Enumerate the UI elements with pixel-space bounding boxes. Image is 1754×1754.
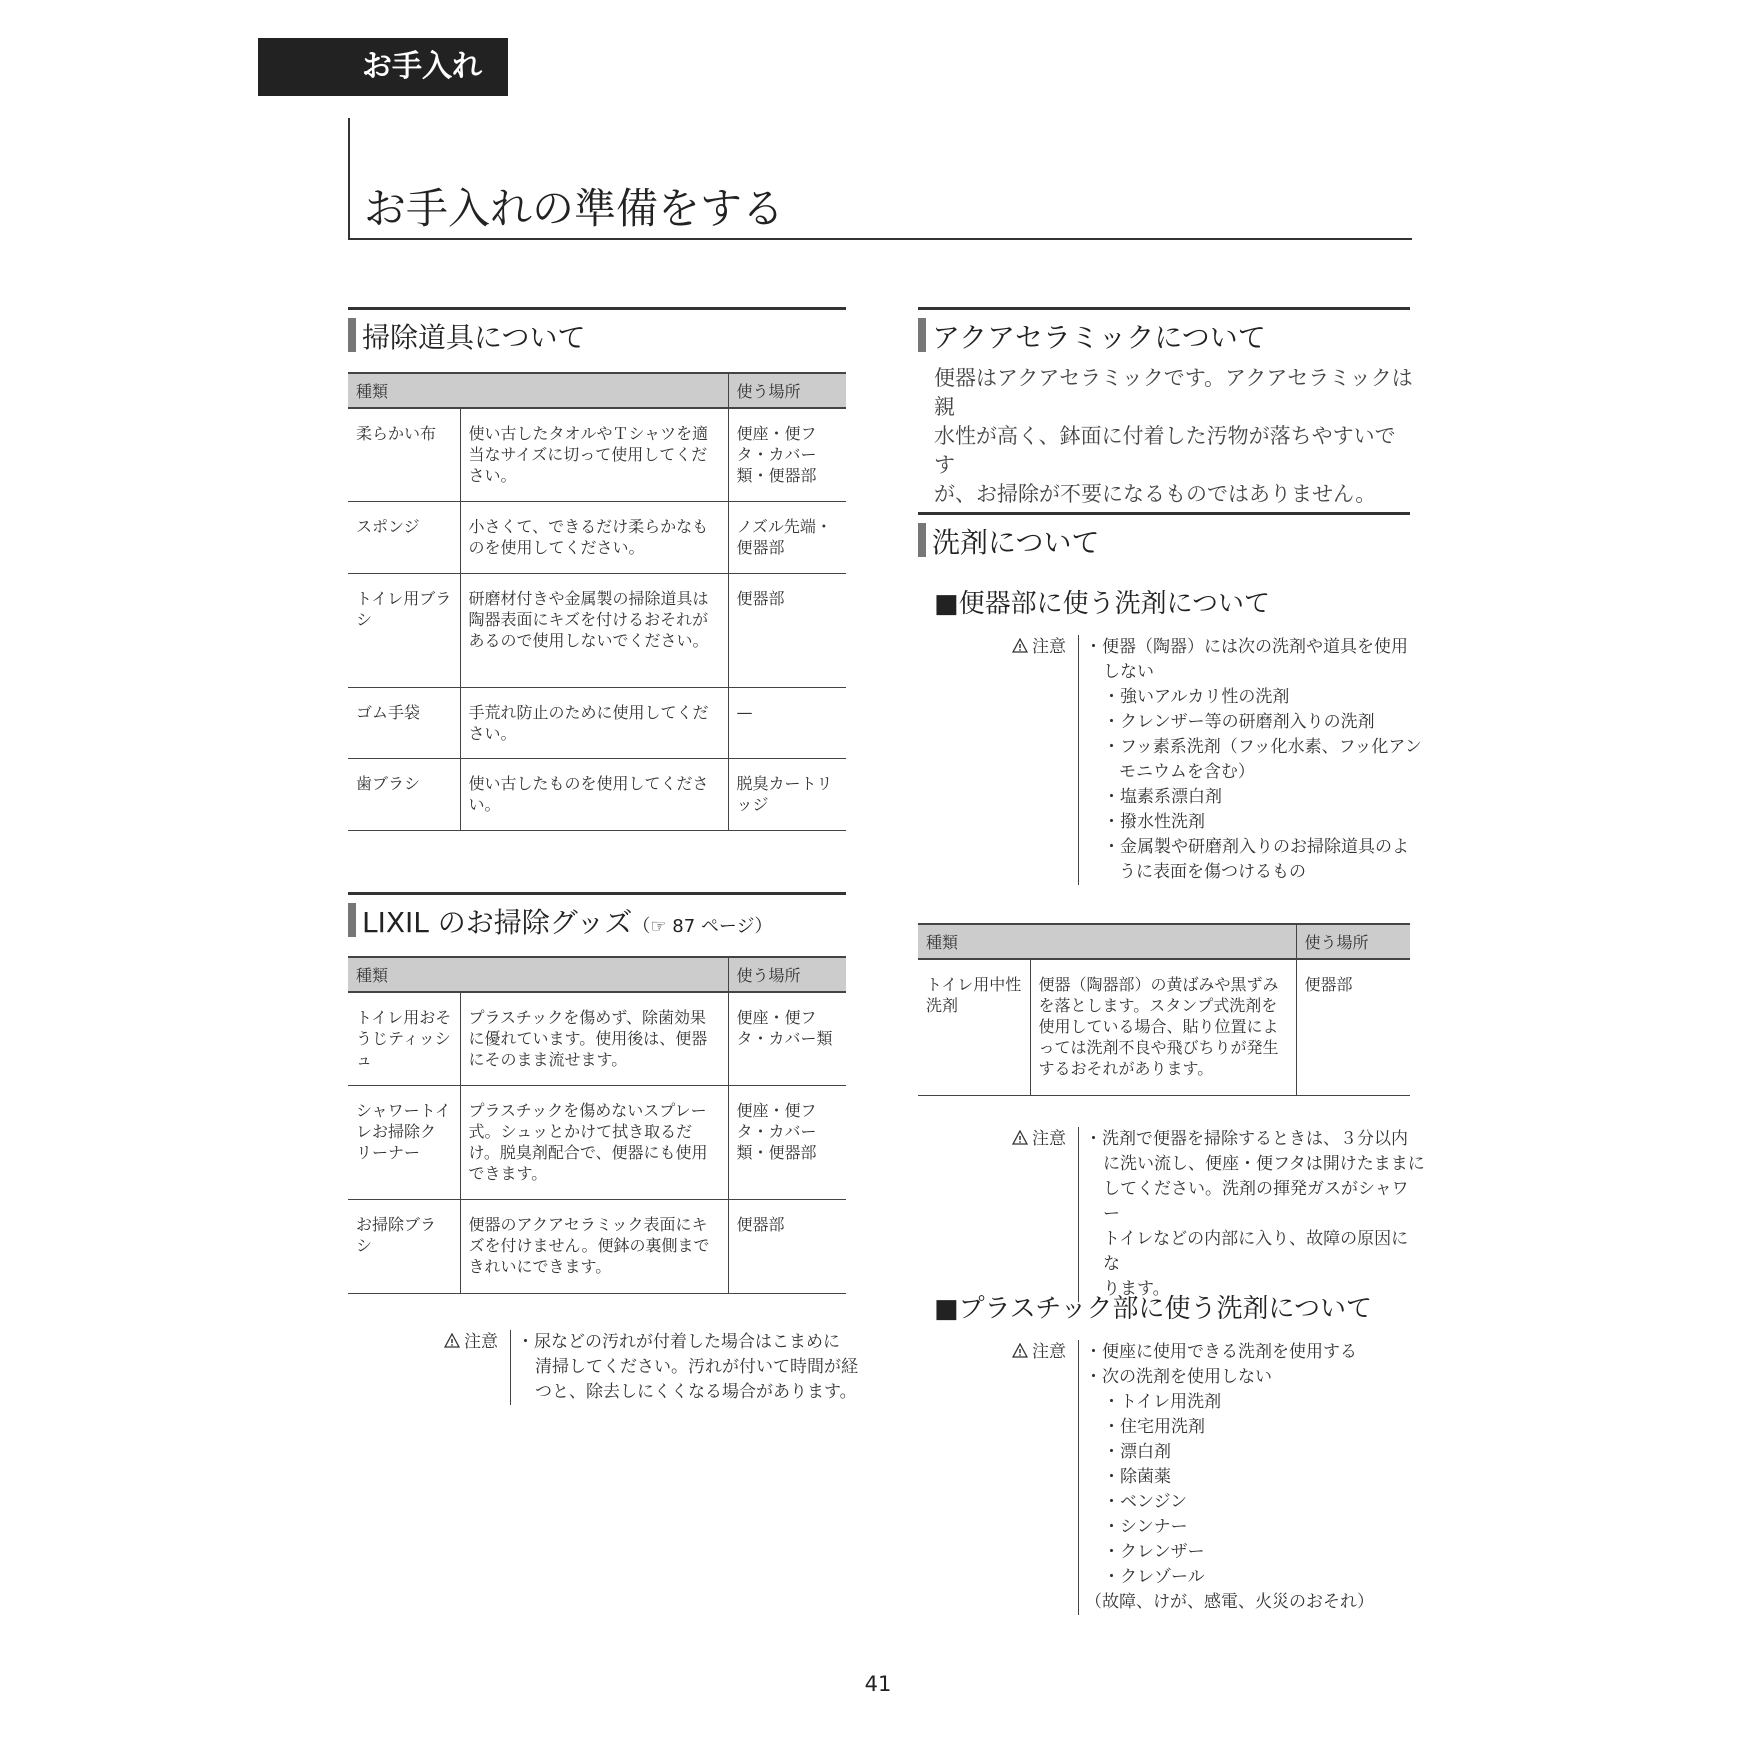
table-row (918, 959, 1410, 1095)
detergent-section-heading (918, 512, 1410, 559)
caution-line: ・クレンザー (1103, 1542, 1205, 1562)
heading-bar (348, 903, 356, 937)
caution-line: トイレなどの内部に入り、故障の原因にな (1103, 1229, 1409, 1274)
caution-line: ・ベンジン (1103, 1492, 1188, 1512)
caution-line: ・除菌薬 (1103, 1467, 1171, 1487)
detergent-table (918, 923, 1410, 1096)
row-desc: 便器のアクアセラミック表面にキズを付けません。便鉢の裏側まできれいにできます。 (460, 1199, 728, 1293)
subheading-toilet-bowl: ■便器部に使う洗剤について (934, 589, 1271, 619)
row-desc: 小さくて、できるだけ柔らかなものを使用してください。 (460, 501, 728, 573)
row-kind: トイレ用中性洗剤 (918, 959, 1030, 1095)
caution-line: しない (1103, 662, 1154, 682)
caution-label (1012, 635, 1066, 660)
row-place: 便座・便フタ・カバー類・便器部 (728, 1085, 846, 1199)
row-kind: トイレ用ブラシ (348, 573, 460, 687)
caution-line: モニウムを含む） (1119, 762, 1255, 782)
row-kind: トイレ用おそうじティッシュ (348, 992, 460, 1085)
column-header-kind: 種類 (348, 957, 728, 992)
caution-line: ・漂白剤 (1103, 1442, 1171, 1462)
caution-line: ・金属製や研磨剤入りのお掃除道具のよ (1103, 837, 1409, 857)
heading-bar (918, 318, 926, 352)
caution-line: ・フッ素系洗剤（フッ化水素、フッ化アン (1103, 737, 1422, 757)
column-header-place: 使う場所 (1296, 924, 1410, 959)
table-row (348, 1085, 846, 1199)
row-kind: スポンジ (348, 501, 460, 573)
paragraph-line: 水性が高く、鉢面に付着した汚物が落ちやすいです (934, 424, 1396, 477)
tools-section-heading (348, 307, 846, 354)
goods-section-heading (348, 892, 846, 939)
aqua-section-heading (918, 307, 1410, 354)
section-tab (258, 38, 508, 96)
row-desc: プラスチックを傷めず、除菌効果に優れています。使用後は、便器にそのまま流せます。 (460, 992, 728, 1085)
detergent-section-title: 洗剤について (932, 526, 1100, 559)
caution-label-text: 注意 (1032, 1129, 1066, 1149)
table-row (348, 687, 846, 758)
caution-line: ・便座に使用できる洗剤を使用する (1085, 1342, 1357, 1362)
caution-line: うに表面を傷つけるもの (1119, 862, 1306, 882)
tools-table (348, 372, 846, 831)
caution-label-text: 注意 (464, 1332, 498, 1352)
tools-section-title: 掃除道具について (362, 321, 586, 354)
row-desc: 研磨材付きや金属製の掃除道具は陶器表面にキズを付けるおそれがあるので使用しないでください。 (460, 573, 728, 687)
row-desc: 便器（陶器部）の黄ばみや黒ずみを落とします。スタンプ式洗剤を使用している場合、貼り位置によっては洗剤不良や飛びちりが発生するおそれがあります。 (1030, 959, 1296, 1095)
goods-table (348, 956, 846, 1294)
caution-label (444, 1330, 498, 1355)
caution-line: ・住宅用洗剤 (1103, 1417, 1205, 1437)
goods-title-text: LIXIL のお掃除グッズ (362, 906, 633, 939)
caution-line: ・尿などの汚れが付着した場合はこまめに (517, 1332, 840, 1352)
section-tab-label: お手入れ (362, 49, 482, 84)
caution-line: ・強いアルカリ性の洗剤 (1103, 687, 1290, 707)
table-row (348, 408, 846, 501)
row-desc: プラスチックを傷めないスプレー式。シュッとかけて拭き取るだけ。脱臭剤配合で、便器にも使用できます。 (460, 1085, 728, 1199)
row-place: 便器部 (1296, 959, 1410, 1095)
warning-icon (1012, 1130, 1028, 1146)
caution-line: ります。 (1103, 1279, 1170, 1299)
warning-icon (1012, 1343, 1028, 1359)
caution-line: （故障、けが、感電、火災のおそれ） (1085, 1592, 1374, 1612)
caution-line: ・塩素系漂白剤 (1103, 787, 1222, 807)
caution-line: してください。洗剤の揮発ガスがシャワー (1103, 1179, 1409, 1224)
paragraph-line: 便器はアクアセラミックです。アクアセラミックは親 (934, 366, 1413, 419)
table-row (348, 758, 846, 830)
column-header-kind: 種類 (918, 924, 1296, 959)
row-desc: 手荒れ防止のために使用してください。 (460, 687, 728, 758)
row-desc: 使い古したものを使用してください。 (460, 758, 728, 830)
row-place: 便座・便フタ・カバー類 (728, 992, 846, 1085)
heading-bar (348, 318, 356, 352)
aqua-paragraph (934, 364, 1414, 509)
table-row (348, 992, 846, 1085)
heading-bar (918, 523, 926, 557)
caution-line: ・次の洗剤を使用しない (1085, 1367, 1272, 1387)
row-place: 便座・便フタ・カバー類・便器部 (728, 408, 846, 501)
table-header-row (348, 373, 846, 408)
page-reference: （☞ 87 ページ） (632, 916, 773, 937)
table-header-row (918, 924, 1410, 959)
table-row (348, 501, 846, 573)
column-header-place: 使う場所 (728, 373, 846, 408)
warning-icon (444, 1333, 460, 1349)
row-place: — (728, 687, 846, 758)
table-row (348, 573, 846, 687)
page-number: 41 (864, 1672, 892, 1696)
goods-section-title (362, 901, 773, 941)
paragraph-line: が、お掃除が不要になるものではありません。 (934, 482, 1377, 506)
caution-line: つと、除去しにくくなる場合があります。 (535, 1382, 857, 1402)
caution-label-text: 注意 (1032, 637, 1066, 657)
row-kind: お掃除ブラシ (348, 1199, 460, 1293)
caution-label-text: 注意 (1032, 1342, 1066, 1362)
column-header-place: 使う場所 (728, 957, 846, 992)
row-kind: 柔らかい布 (348, 408, 460, 501)
caution-label (1012, 1127, 1066, 1152)
aqua-section-title: アクアセラミックについて (932, 321, 1266, 354)
row-place: 便器部 (728, 573, 846, 687)
caution-label (1012, 1340, 1066, 1365)
page-title-block (348, 118, 1412, 240)
caution-line: に洗い流し、便座・便フタは開けたままに (1103, 1154, 1425, 1174)
table-row (348, 1199, 846, 1293)
column-header-kind: 種類 (348, 373, 728, 408)
row-kind: シャワートイレお掃除クリーナー (348, 1085, 460, 1199)
row-kind: ゴム手袋 (348, 687, 460, 758)
caution-body (1078, 635, 1425, 885)
row-kind: 歯ブラシ (348, 758, 460, 830)
warning-icon (1012, 638, 1028, 654)
caution-line: 清掃してください。汚れが付いて時間が経 (535, 1357, 858, 1377)
caution-line: ・洗剤で便器を掃除するときは、３分以内 (1085, 1129, 1408, 1149)
caution-line: ・撥水性洗剤 (1103, 812, 1205, 832)
caution-line: ・便器（陶器）には次の洗剤や道具を使用 (1085, 637, 1408, 657)
caution-line: ・クレゾール (1103, 1567, 1205, 1587)
caution-line: ・シンナー (1103, 1517, 1188, 1537)
row-place: 便器部 (728, 1199, 846, 1293)
caution-body (1078, 1127, 1425, 1302)
caution-body (1078, 1340, 1425, 1615)
table-header-row (348, 957, 846, 992)
subheading-plastic-part: ■プラスチック部に使う洗剤について (934, 1294, 1372, 1324)
caution-line: ・トイレ用洗剤 (1103, 1392, 1222, 1412)
row-place: 脱臭カートリッジ (728, 758, 846, 830)
row-place: ノズル先端・便器部 (728, 501, 846, 573)
caution-body (510, 1330, 862, 1405)
row-desc: 使い古したタオルやＴシャツを適当なサイズに切って使用してください。 (460, 408, 728, 501)
caution-line: ・クレンザー等の研磨剤入りの洗剤 (1103, 712, 1375, 732)
page-title: お手入れの準備をする (364, 184, 785, 233)
